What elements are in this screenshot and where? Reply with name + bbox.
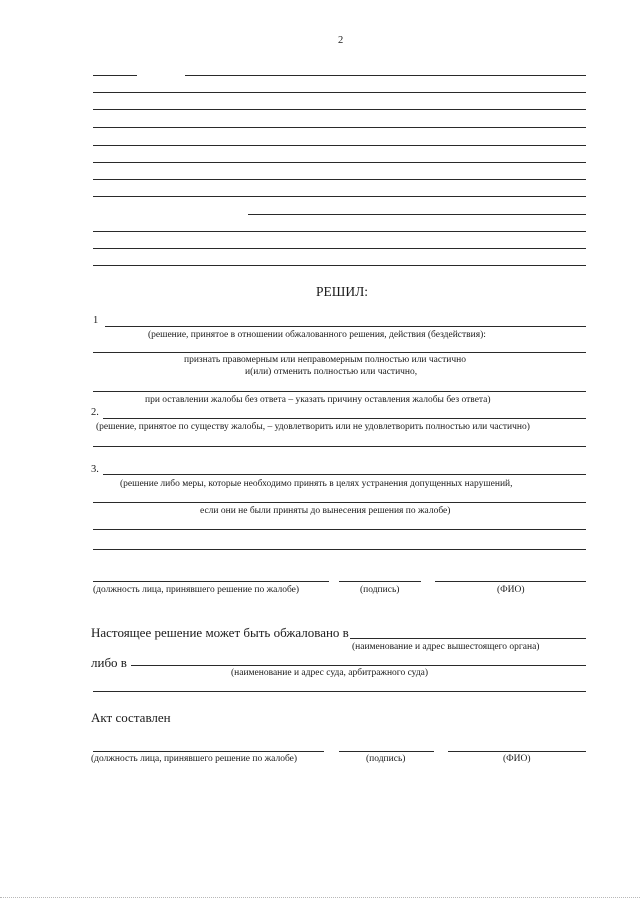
decision-heading: РЕШИЛ: xyxy=(316,284,369,299)
blank-line xyxy=(93,179,586,180)
blank-line xyxy=(93,145,586,146)
item-3-line[interactable] xyxy=(93,502,586,503)
item-3-line[interactable] xyxy=(103,474,586,475)
court-line[interactable] xyxy=(131,665,586,666)
item-3-hint: если они не были приняты до вынесения решения по жалобе) xyxy=(200,506,451,516)
court-line[interactable] xyxy=(93,691,586,692)
item-3-number: 3. xyxy=(91,464,99,475)
name-caption: (ФИО) xyxy=(497,585,525,595)
position-caption: (должность лица, принявшего решение по жалобе) xyxy=(91,754,298,764)
blank-line xyxy=(93,162,586,163)
item-2-hint: (решение, принятое по существу жалобы, – удовлетворить или не удовлетворить полностью или частично) xyxy=(96,422,530,432)
signature-line[interactable] xyxy=(339,581,421,582)
position-line[interactable] xyxy=(93,581,329,582)
page-number: 2 xyxy=(338,35,344,46)
item-1-hint: (решение, принятое в отношении обжалованного решения, действия (бездействия): xyxy=(148,330,486,340)
item-1-hint: при оставлении жалобы без ответа – указать причину оставления жалобы без ответа) xyxy=(145,395,491,405)
name-line[interactable] xyxy=(448,751,586,752)
blank-line xyxy=(93,75,137,76)
item-2-number: 2. xyxy=(91,407,99,418)
item-3-line[interactable] xyxy=(93,549,586,550)
position-caption: (должность лица, принявшего решение по жалобе) xyxy=(93,585,300,595)
blank-line xyxy=(93,265,586,266)
blank-line xyxy=(93,109,586,110)
signature-line[interactable] xyxy=(339,751,434,752)
blank-line xyxy=(93,231,586,232)
blank-line xyxy=(93,92,586,93)
act-label: Акт составлен xyxy=(91,710,171,725)
item-2-line[interactable] xyxy=(93,446,586,447)
or-text: либо в xyxy=(91,655,127,670)
court-caption: (наименование и адрес суда, арбитражного суда) xyxy=(231,668,429,678)
item-1-hint: и(или) отменить полностью или частично, xyxy=(245,367,418,377)
appeal-text: Настоящее решение может быть обжаловано в xyxy=(91,625,349,640)
name-caption: (ФИО) xyxy=(503,754,531,764)
higher-authority-caption: (наименование и адрес вышестоящего органа) xyxy=(352,642,540,652)
bottom-dotted-rule xyxy=(0,897,640,898)
higher-authority-line[interactable] xyxy=(350,638,586,639)
blank-line xyxy=(185,75,586,76)
item-1-hint: признать правомерным или неправомерным полностью или частично xyxy=(184,355,466,365)
item-1-line[interactable] xyxy=(105,326,586,327)
signature-caption: (подпись) xyxy=(360,585,400,595)
blank-line xyxy=(93,248,586,249)
item-3-hint: (решение либо меры, которые необходимо принять в целях устранения допущенных нарушений, xyxy=(120,479,513,489)
blank-line xyxy=(93,127,586,128)
item-1-number: 1 xyxy=(93,315,99,326)
position-line[interactable] xyxy=(93,751,324,752)
item-3-line[interactable] xyxy=(93,529,586,530)
item-1-line[interactable] xyxy=(93,391,586,392)
item-2-line[interactable] xyxy=(103,418,586,419)
item-1-line[interactable] xyxy=(93,352,586,353)
blank-line xyxy=(248,214,586,215)
signature-caption: (подпись) xyxy=(366,754,406,764)
blank-line xyxy=(93,196,586,197)
name-line[interactable] xyxy=(435,581,586,582)
